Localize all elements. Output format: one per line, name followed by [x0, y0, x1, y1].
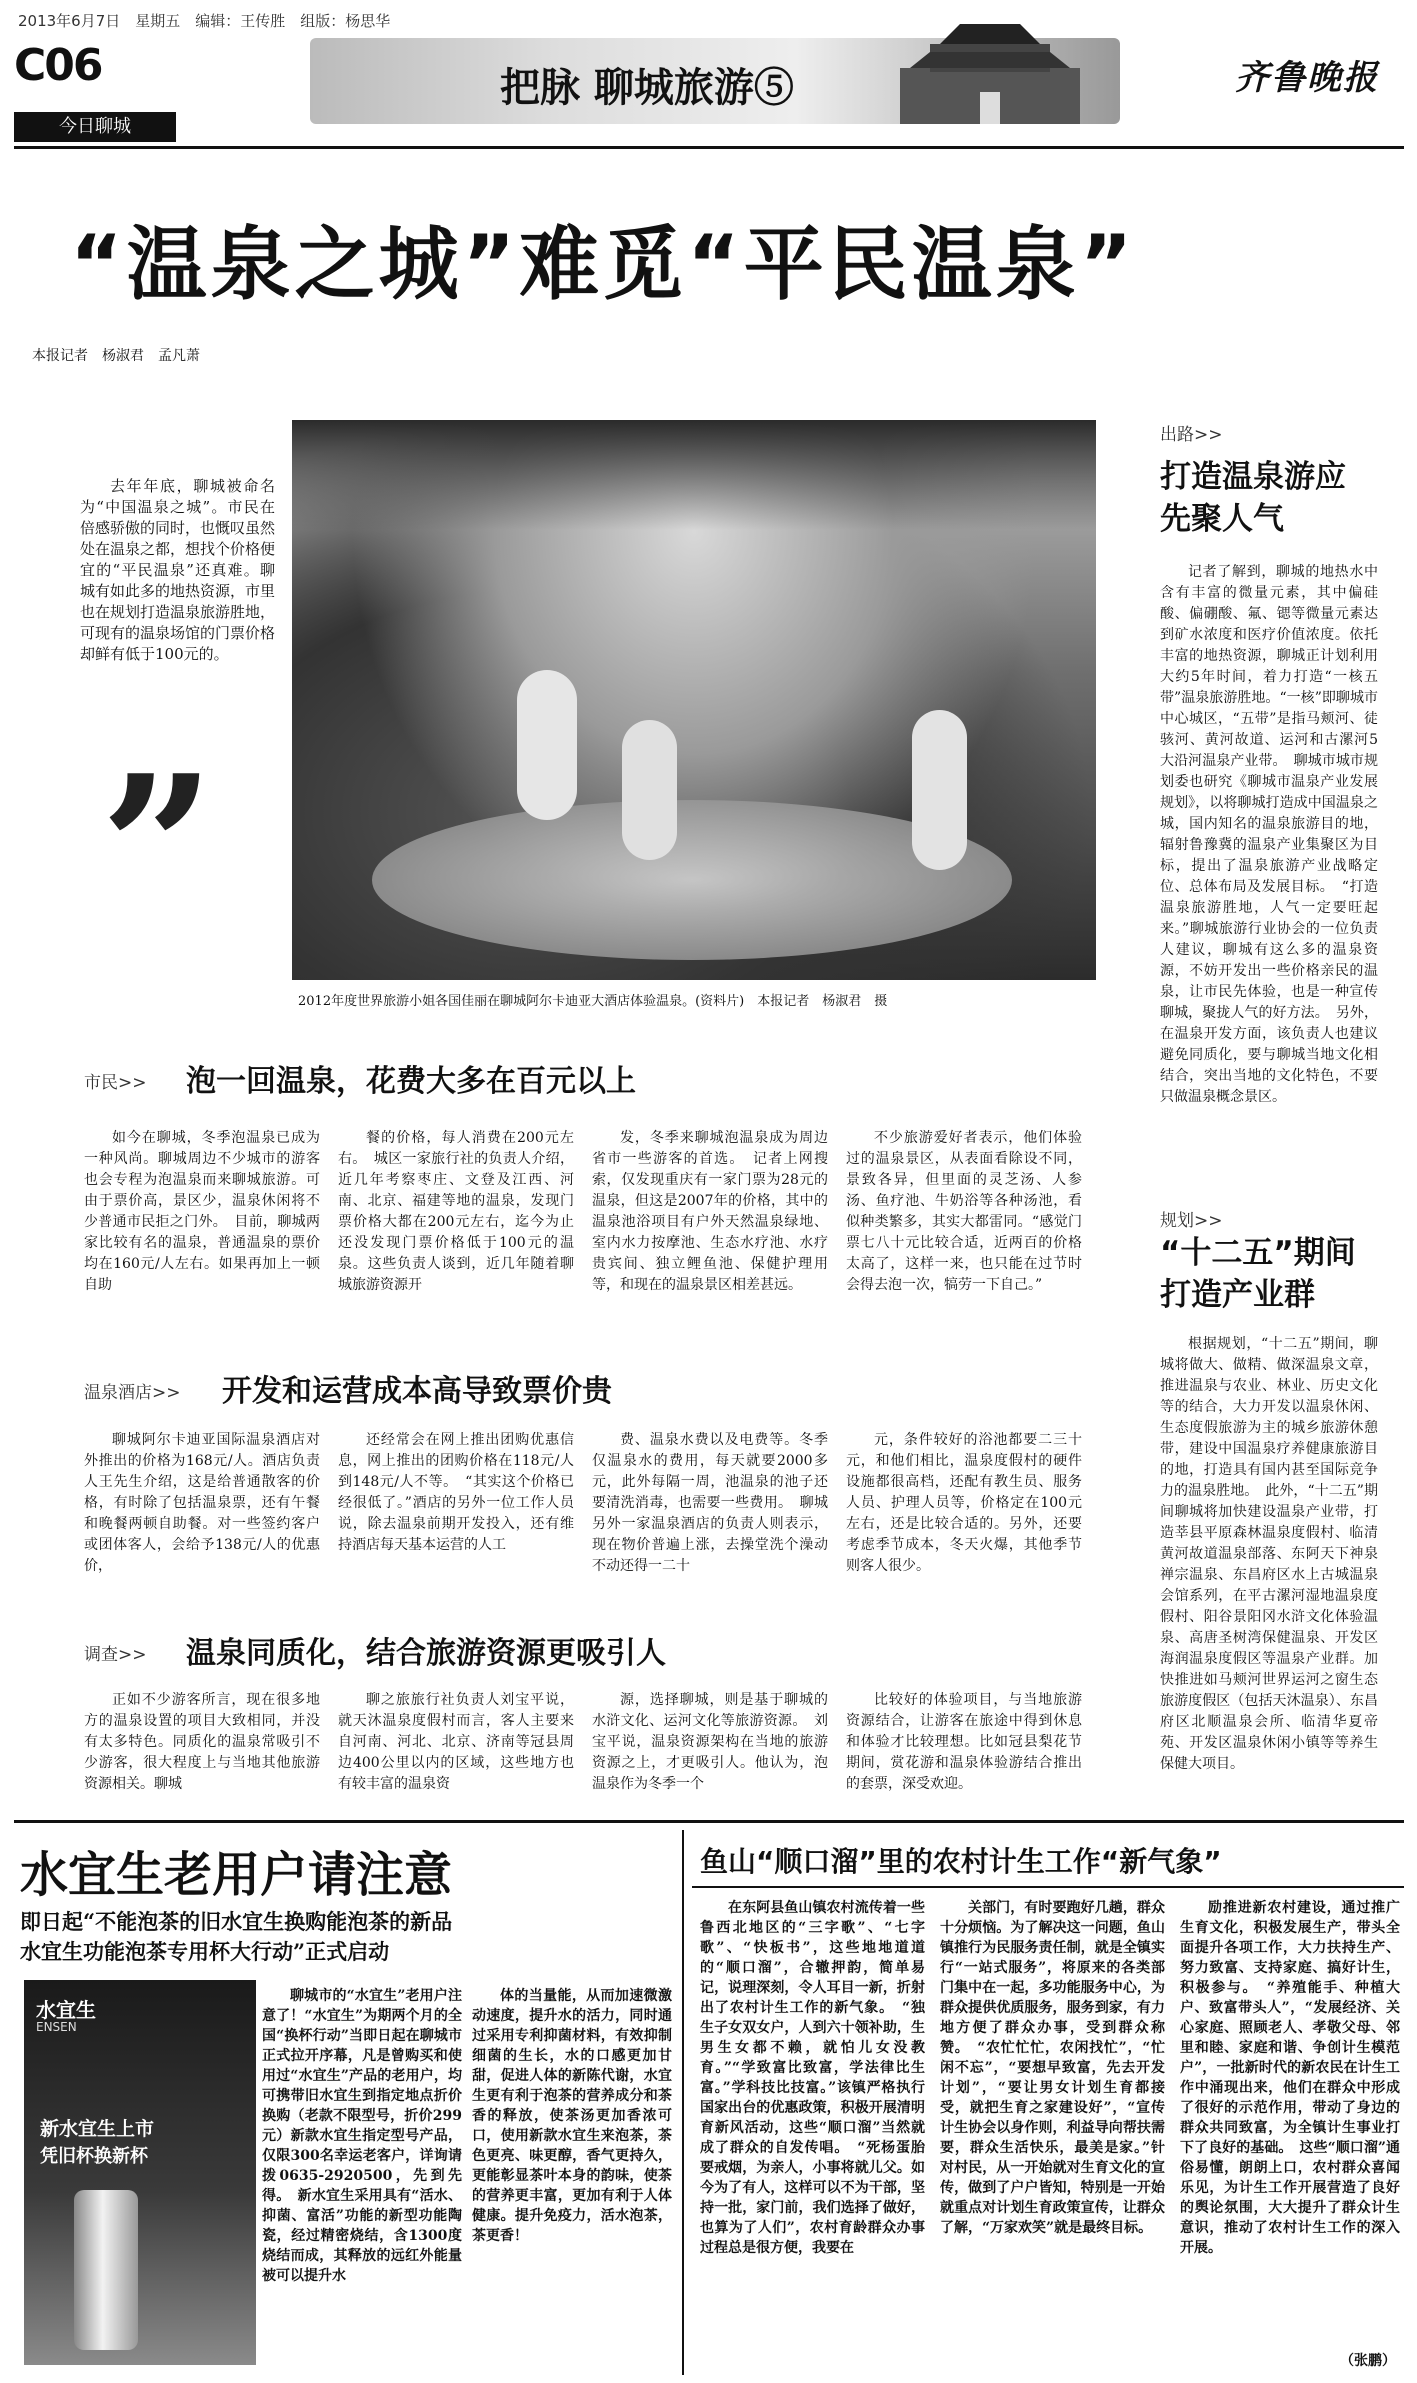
paragraph: 比较好的体验项目，与当地旅游资源结合，让游客在旅途中得到休息和体验才比较理想。比如冠县梨花节期间，赏花游和温泉体验游结合推出的套票，深受欢迎。	[846, 1692, 1082, 1792]
cup-image	[74, 2190, 138, 2350]
s3-col-2	[338, 1690, 574, 1812]
ad-title: 水宜生老用户请注意	[20, 1847, 453, 1903]
ad-promo-1: 新水宜生上市	[40, 2118, 155, 2140]
ad-body-col-2	[472, 1986, 672, 2376]
section-tag: 市民>>	[84, 1073, 147, 1093]
banner	[310, 38, 1120, 124]
paragraph: 发，冬季来聊城泡温泉成为周边省市一些游客的首选。 记者上网搜索，仅发现重庆有一家门票为28元的温泉，但这是2007年的价格，其中的温泉池浴项目有户外天然温泉绿地、室内水力按摩池、生态水疗池、水疗贵宾间、独立鲤鱼池、保健护理用等，和现在的温泉景区相差甚远。	[592, 1130, 828, 1293]
section-tag: 调查>>	[84, 1645, 147, 1665]
column-divider	[682, 1830, 684, 2375]
paragraph: 还经常会在网上推出团购优惠信息，网上推出的团购价格在118元/人到148元/人不等。 “其实这个价格已经很低了。”酒店的另外一位工作人员说，除去温泉前期开发投入，还有维持酒店每天基本运营的人工	[338, 1432, 574, 1553]
s3-col-3	[592, 1690, 828, 1812]
section-title: 泡一回温泉，花费大多在百元以上	[186, 1064, 636, 1099]
paragraph: 不少旅游爱好者表示，他们体验过的温泉景区，从表面看除设不同，景致各异，但里面的灵芝汤、人参汤、鱼疗池、牛奶浴等各种汤池，看似种类繁多，其实大都雷同。“感觉门票七八十元比较合适，近两百的价格太高了，这样一来，也只能在过节时会得去泡一次，犒劳一下自己。”	[846, 1130, 1082, 1293]
ad-brand-en: ENSEN	[36, 2020, 77, 2034]
paragraph: 聊城阿尔卡迪亚国际温泉酒店对外推出的价格为168元/人。酒店负责人王先生介绍，这是给普通散客的价格，有时除了包括温泉票，还有午餐和晚餐两顿自助餐。对一些签约客户或团体客人，会给予138元/人的优惠价，	[84, 1432, 320, 1574]
paragraph: 源，选择聊城，则是基于聊城的水浒文化、运河文化等旅游资源。 刘宝平说，温泉资源架构在当地的旅游资源之上，才更吸引人。他认为，泡温泉作为冬季一个	[592, 1692, 828, 1792]
s1-col-4	[846, 1128, 1082, 1346]
s1-col-2	[338, 1128, 574, 1346]
photo-figure-2	[622, 720, 677, 860]
section-divider	[14, 1820, 1404, 1823]
paragraph: 体的当量能，从而加速微激动速度，提升水的活力，同时通过采用专利抑菌材料，有效抑制细菌的生长，水的口感更加甘甜，促进人体的新陈代谢，水宜生更有利于泡茶的营养成分和茶香的释放，使茶汤更加香浓可口，使用新款水宜生来泡茶，茶色更亮、味更醇，香气更持久，更能彰显茶叶本身的韵味，使茶的营养更丰富，更加有利于人体健康。提升免疫力，活水泡茶，茶更香！	[472, 1988, 672, 2244]
ad-subtitle-1: 即日起“不能泡茶的旧水宜生换购能泡茶的新品	[20, 1909, 453, 1934]
paragraph: 聊之旅旅行社负责人刘宝平说，就天沐温泉度假村而言，客人主要来自河南、河北、北京、济南等冠县周边400公里以内的区域，这些地方也有较丰富的温泉资	[338, 1692, 574, 1792]
paper-name-logo: 齐鲁晚报	[1235, 58, 1379, 98]
feature-col-3	[1180, 1898, 1400, 2346]
headline: “温泉之城”难觅“平民温泉”	[70, 218, 1137, 311]
quote-mark: ”	[100, 732, 216, 967]
section-title: 温泉同质化，结合旅游资源更吸引人	[186, 1636, 666, 1671]
lead-text: 去年年底，聊城被命名为“中国温泉之城”。市民在倍感骄傲的同时，也慨叹虽然处在温泉之都，想找个价格便宜的“平民温泉”还真难。聊城有如此多的地热资源，市里也在规划打造温泉旅游胜地，可现有的温泉场馆的门票价格却鲜有低于100元的。	[80, 477, 275, 663]
paragraph: 聊城市的“水宜生”老用户注意了！“水宜生”为期两个月的全国“换杯行动”当即日起在聊城市正式拉开序幕，凡是曾购买和使用过“水宜生”产品的老用户，均可携带旧水宜生到指定地点折价换购（老款不限型号，折价299元）新款水宜生指定型号产品，仅限300名幸运老客户，详询请拨0635-2920500，先到先得。 新水宜生采用具有“活水、抑菌、富活”功能的新型功能陶瓷，经过精密烧结，含1300度烧结而成，其释放的远红外能量被可以提升水	[262, 1988, 462, 2284]
sidebar-body-1	[1160, 562, 1378, 1182]
paragraph: 如今在聊城，冬季泡温泉已成为一种风尚。聊城周边不少城市的游客也会专程为泡温泉而来聊城旅游。可由于票价高，景区少，温泉休闲将不少普通市民拒之门外。 目前，聊城两家比较有名的温泉，普通温泉的票价均在160元/人左右。如果再加上一顿自助	[84, 1130, 320, 1293]
section-title: 开发和运营成本高导致票价贵	[222, 1374, 612, 1409]
sidebar-tag: 出路>>	[1160, 425, 1223, 445]
s3-col-4	[846, 1690, 1082, 1812]
feature-title-rule	[692, 1886, 1404, 1888]
paragraph: 关部门，有时要跑好几趟，群众十分烦恼。为了解决这一问题，鱼山镇推行为民服务责任制，就是全镇实行“一站式服务”，将原来的各类部门集中在一起，多功能服务中心，为群众提供优质服务，服务到家，有力地方便了群众办事，受到群众称赞。 “农忙忙忙，农闲找忙”，“忙闲不忘”，“要想早致富，先去开发计划”，“要让男女计划生育都接受，就把生育之家建设好”，“宣传计生协会以身作则，利益导向帮扶需要，群众生活快乐，最美是家。”针对村民，从一开始就对生育文化的宣传，做到了户户皆知，特别是一开始就重点对计划生育政策宣传，让群众了解，“万家欢笑”就是最终目标。	[940, 1900, 1165, 2236]
feature-col-1	[700, 1898, 925, 2373]
ad-subtitle-2: 水宜生功能泡茶专用杯大行动”正式启动	[20, 1939, 390, 1964]
header-rule	[14, 146, 1404, 149]
ad-promo-2: 凭旧杯换新杯	[40, 2146, 148, 2167]
s2-col-3	[592, 1430, 828, 1580]
s1-col-1	[84, 1128, 320, 1346]
paragraph: 费、温泉水费以及电费等。冬季仅温泉水的费用，每天就要2000多元，此外每隔一周，池温泉的池子还要清洗消毒，也需要一些费用。 聊城另外一家温泉酒店的负责人则表示，现在物价普遍上涨，去操堂洗个澡动不动还得一二十	[592, 1432, 828, 1574]
s3-col-1	[84, 1690, 320, 1812]
sidebar-body-2	[1160, 1334, 1378, 1812]
photo-figure-3	[912, 710, 967, 870]
photo-caption: 2012年度世界旅游小姐各国佳丽在聊城阿尔卡迪亚大酒店体验温泉。(资料片) 本报记者 杨淑君 摄	[298, 994, 888, 1009]
feature-title: 鱼山“顺口溜”里的农村计生工作“新气象”	[700, 1845, 1222, 1878]
paragraph: 餐的价格，每人消费在200元左右。 城区一家旅行社的负责人介绍，近几年考察枣庄、文登及江西、河南、北京、福建等地的温泉，发现门票价格大都在200元左右，迄今为止还没发现门票价格低于100元的温泉。这些负责人谈到，近几年随着聊城旅游资源开	[338, 1130, 574, 1293]
paragraph: 在东阿县鱼山镇农村流传着一些鲁西北地区的“三字歌”、“七字歌”、“快板书”，这些地地道道的“顺口溜”，合辙押韵，简单易记，说理深刻，令人耳目一新，折射出了农村计生工作的新气象。 “独生子女双女户，人到六十领补助，生男生女都不赖，就怕儿女没教育。”“学致富比致富，学法律比生富。”学科技比技富。”该镇严格执行国家出台的优惠政策，积极开展清明育新风活动，这些“顺口溜”当然就成了群众的自发传唱。 “死杨蛋胎要戒烟，为亲人，小事将就儿父。如今为了有人，这样可以不为干部，坚持一批，家门前，我们选择了做好，也算为了人们”，农村育龄群众办事过程总是很方便，我要在	[700, 1900, 925, 2256]
feature-source: （张鹏）	[1340, 2353, 1396, 2369]
column-name-badge: 今日聊城	[14, 112, 176, 142]
ad-body-col-1	[262, 1986, 462, 2376]
paragraph: 励推进新农村建设，通过推广生育文化，积极发展生产，带头全面提升各项工作，大力扶持生产、努力致富、支持家庭、搞好计生，积极参与。 “养殖能手、种植大户、致富带头人”，“发展经济、关心家庭、照顾老人、孝敬父母、邻里和睦、家庭和谐、争创计生模范户”，一批新时代的新农民在计生工作中涌现出来，他们在群众中形成了很好的示范作用，带动了身边的群众共同致富，为全镇计生事业打下了良好的基础。 这些“顺口溜”通俗易懂，朗朗上口，农村群众喜闻乐见，为计生工作开展营造了良好的舆论氛围，大大提升了群众计生意识，推动了农村计生工作的深入开展。	[1180, 1900, 1400, 2256]
byline: 本报记者 杨淑君 孟凡萧	[32, 348, 200, 364]
s1-col-3	[592, 1128, 828, 1346]
page-number: C06	[14, 40, 102, 91]
s2-col-2	[338, 1430, 574, 1580]
section-tag: 温泉酒店>>	[84, 1383, 181, 1403]
paragraph: 记者了解到，聊城的地热水中含有丰富的微量元素，其中偏硅酸、偏硼酸、氟、锶等微量元素达到矿水浓度和医疗价值浓度。依托丰富的地热资源，聊城正计划利用大约5年时间，着力打造“一核五带”温泉旅游胜地。“一核”即聊城市中心城区，“五带”是指马颊河、徒骇河、黄河故道、运河和古漯河5大沿河温泉产业带。 聊城市城市规划委也研究《聊城市温泉产业发展规划》，以将聊城打造成中国温泉之城，国内知名的温泉旅游目的地，辐射鲁豫冀的温泉产业集聚区为目标，提出了温泉旅游产业战略定位、总体布局及发展目标。 “打造温泉旅游胜地，人气一定要旺起来。”聊城旅游行业协会的一位负责人建议，聊城有这么多的温泉资源，不妨开发出一些价格亲民的温泉，让市民先体验，也是一种宣传聊城，聚拢人气的好方法。 另外，在温泉开发方面，该负责人也建议避免同质化，要与聊城当地文化相结合，突出当地的文化特色，不要只做温泉概念景区。	[1160, 564, 1378, 1105]
hot-spring-photo	[292, 420, 1096, 980]
paragraph: 正如不少游客所言，现在很多地方的温泉设置的项目大致相同，并没有太多特色。同质化的温泉常吸引不少游客，很大程度上与当地其他旅游资源相关。聊城	[84, 1692, 320, 1792]
sidebar-tag: 规划>>	[1160, 1211, 1223, 1231]
sidebar-title: “十二五”期间打造产业群	[1160, 1235, 1356, 1313]
photo-foreground-shadow	[292, 420, 1096, 530]
city-tower-illustration	[870, 12, 1110, 124]
photo-figure-1	[517, 670, 577, 820]
s2-col-1	[84, 1430, 320, 1580]
banner-title: 把脉 聊城旅游⑤	[500, 64, 794, 111]
paragraph: 根据规划，“十二五”期间，聊城将做大、做精、做深温泉文章，推进温泉与农业、林业、历史文化等的结合，大力开发以温泉休闲、生态度假旅游为主的城乡旅游休憩带，建设中国温泉疗养健康旅游目的地，打造具有国内甚至国际竞争力的温泉胜地。 此外，“十二五”期间聊城将加快建设温泉产业带，打造莘县平原森林温泉度假村、临清黄河故道温泉部落、东阿天下神泉禅宗温泉、东昌府区水上古城温泉会馆系列，在平古漯河湿地温泉度假村、阳谷景阳冈水浒文化体验温泉、高唐圣树湾保健温泉、开发区海润温泉度假区等温泉产业群。加快推进如马颊河世界运河之窗生态旅游度假区（包括天沐温泉）、东昌府区北顺温泉会所、临清华夏帝苑、开发区温泉休闲小镇等等养生保健大项目。	[1160, 1336, 1378, 1772]
paragraph: 元，条件较好的浴池都要二三十元，和他们相比，温泉度假村的硬件设施都很高档，还配有教生员、服务人员、护理人员等，价格定在100元左右，还是比较合适的。另外，还要考虑季节成本，冬天火爆，其他季节则客人很少。	[846, 1432, 1082, 1574]
lead-paragraph	[80, 476, 275, 776]
feature-col-2	[940, 1898, 1165, 2373]
s2-col-4	[846, 1430, 1082, 1580]
sidebar-title: 打造温泉游应先聚人气	[1160, 459, 1346, 537]
ad-brand: 水宜生	[36, 1998, 96, 2022]
ad-product-image	[24, 1980, 256, 2365]
dateline: 2013年6月7日 星期五 编辑：王传胜 组版：杨思华	[18, 12, 391, 30]
